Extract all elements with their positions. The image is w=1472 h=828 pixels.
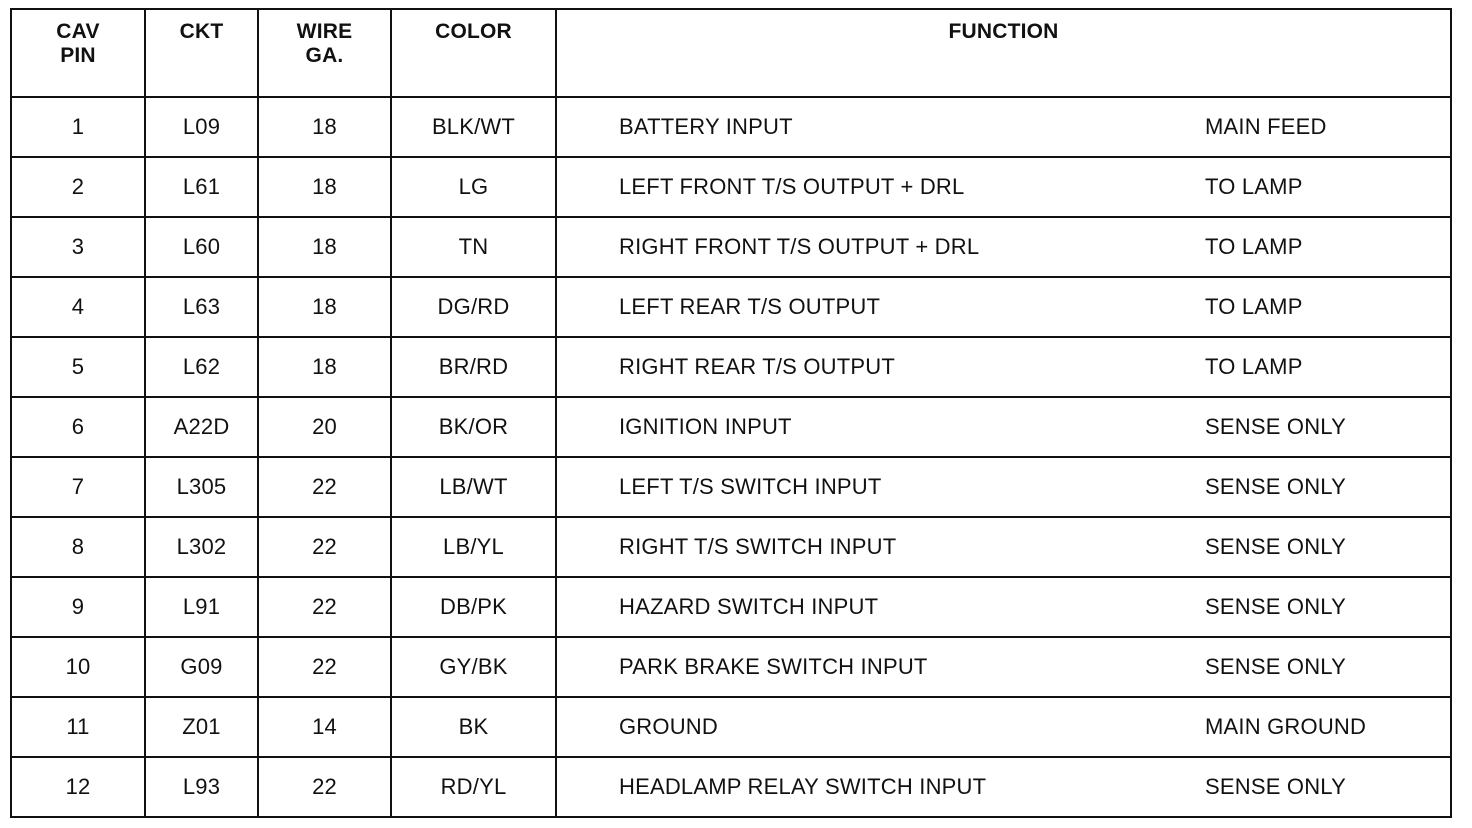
pin-value: 11 [66,714,90,739]
function-note: TO LAMP [1205,234,1303,259]
gauge-value: 20 [312,414,337,439]
cell-gauge [258,457,391,517]
function-wrap [557,338,1450,396]
cell-color [391,157,556,217]
ckt-value: L302 [176,534,227,559]
ckt-value: L305 [176,474,227,499]
cell-gauge [258,337,391,397]
function-description: IGNITION INPUT [619,414,792,439]
pin-rows [11,97,1451,817]
header-cav-pin-line-2: PIN [60,44,96,67]
table-row [11,517,1451,577]
ckt-value: L60 [182,234,221,259]
pin-value: 6 [71,414,85,439]
table-row [11,97,1451,157]
function-description: RIGHT T/S SWITCH INPUT [619,534,897,559]
cell-pin [11,757,145,817]
cell-function [556,757,1451,817]
cell-color [391,757,556,817]
function-note: TO LAMP [1205,354,1303,379]
cell-function [556,337,1451,397]
cell-ckt [145,697,258,757]
table-row [11,457,1451,517]
function-wrap [557,158,1450,216]
cell-color [391,337,556,397]
cell-pin [11,397,145,457]
gauge-value: 18 [312,174,337,199]
cell-pin [11,157,145,217]
pin-value: 5 [71,354,85,379]
color-value: LB/YL [443,534,504,559]
pin-value: 8 [71,534,85,559]
function-note: MAIN FEED [1205,114,1327,139]
cell-ckt [145,217,258,277]
function-description: RIGHT REAR T/S OUTPUT [619,354,895,379]
color-value: GY/BK [439,654,508,679]
function-description: HAZARD SWITCH INPUT [619,594,879,619]
gauge-value: 22 [312,534,337,559]
cell-gauge [258,637,391,697]
cell-gauge [258,157,391,217]
cell-ckt [145,757,258,817]
color-value: LB/WT [439,474,508,499]
pin-value: 2 [71,174,85,199]
cell-function [556,637,1451,697]
cell-function [556,217,1451,277]
gauge-value: 14 [312,714,337,739]
header-wire-ga [258,9,391,97]
cell-gauge [258,97,391,157]
gauge-value: 18 [312,114,337,139]
function-note: SENSE ONLY [1205,534,1346,559]
cell-ckt [145,397,258,457]
cell-pin [11,697,145,757]
cell-function [556,97,1451,157]
cell-pin [11,277,145,337]
cell-color [391,517,556,577]
header-row [11,9,1451,97]
function-note: SENSE ONLY [1205,414,1346,439]
connector-pinout-table [10,8,1452,818]
function-description: HEADLAMP RELAY SWITCH INPUT [619,774,987,799]
cell-ckt [145,637,258,697]
header-function-label: FUNCTION [948,20,1059,43]
function-description: LEFT FRONT T/S OUTPUT + DRL [619,174,965,199]
table-row [11,157,1451,217]
function-note: SENSE ONLY [1205,774,1346,799]
cell-color [391,397,556,457]
cell-gauge [258,577,391,637]
cell-color [391,277,556,337]
gauge-value: 22 [312,654,337,679]
table-row [11,217,1451,277]
gauge-value: 22 [312,594,337,619]
function-wrap [557,398,1450,456]
cell-gauge [258,217,391,277]
cell-gauge [258,517,391,577]
ckt-value: L91 [182,594,221,619]
table-row [11,697,1451,757]
function-wrap [557,518,1450,576]
cell-ckt [145,457,258,517]
cell-ckt [145,277,258,337]
function-description: LEFT REAR T/S OUTPUT [619,294,881,319]
cell-ckt [145,97,258,157]
cell-color [391,697,556,757]
ckt-value: A22D [173,414,230,439]
cell-gauge [258,757,391,817]
function-note: SENSE ONLY [1205,654,1346,679]
function-wrap [557,638,1450,696]
color-value: LG [458,174,489,199]
function-description: BATTERY INPUT [619,114,793,139]
cell-ckt [145,577,258,637]
pin-value: 3 [71,234,85,259]
gauge-value: 22 [312,774,337,799]
cell-ckt [145,157,258,217]
ckt-value: L62 [182,354,221,379]
header-color [391,9,556,97]
pin-value: 1 [71,114,85,139]
ckt-value: Z01 [182,714,221,739]
color-value: RD/YL [440,774,507,799]
table-row [11,337,1451,397]
pin-value: 12 [65,774,91,799]
cell-function [556,397,1451,457]
header-wire-ga-line-2: GA. [305,44,344,67]
function-wrap [557,98,1450,156]
table-row [11,277,1451,337]
function-note: TO LAMP [1205,294,1303,319]
table-row [11,397,1451,457]
gauge-value: 18 [312,294,337,319]
pin-value: 4 [71,294,85,319]
cell-function [556,697,1451,757]
pin-value: 9 [71,594,85,619]
cell-ckt [145,517,258,577]
cell-function [556,517,1451,577]
function-wrap [557,278,1450,336]
header-wire-ga-line-1: WIRE [296,20,353,43]
cell-color [391,577,556,637]
cell-pin [11,217,145,277]
function-note: TO LAMP [1205,174,1303,199]
function-wrap [557,458,1450,516]
cell-pin [11,637,145,697]
pin-value: 10 [65,654,91,679]
function-wrap [557,218,1450,276]
ckt-value: L61 [182,174,221,199]
header-ckt [145,9,258,97]
table-row [11,757,1451,817]
table-row [11,577,1451,637]
function-note: MAIN GROUND [1205,714,1367,739]
cell-gauge [258,697,391,757]
gauge-value: 18 [312,354,337,379]
color-value: BLK/WT [431,114,516,139]
color-value: BK [458,714,489,739]
cell-color [391,457,556,517]
cell-pin [11,457,145,517]
function-description: GROUND [619,714,718,739]
function-wrap [557,698,1450,756]
function-wrap [557,578,1450,636]
cell-gauge [258,277,391,337]
ckt-value: L93 [182,774,221,799]
cell-function [556,157,1451,217]
cell-function [556,277,1451,337]
cell-color [391,97,556,157]
pin-value: 7 [71,474,85,499]
cell-function [556,457,1451,517]
ckt-value: G09 [180,654,223,679]
color-value: BR/RD [438,354,509,379]
function-description: RIGHT FRONT T/S OUTPUT + DRL [619,234,980,259]
color-value: DG/RD [437,294,510,319]
cell-ckt [145,337,258,397]
header-cav-pin-line-1: CAV [56,20,100,43]
gauge-value: 22 [312,474,337,499]
color-value: TN [458,234,489,259]
table-row [11,637,1451,697]
header-ckt-label: CKT [179,20,224,43]
cell-pin [11,577,145,637]
function-description: LEFT T/S SWITCH INPUT [619,474,882,499]
cell-pin [11,337,145,397]
gauge-value: 18 [312,234,337,259]
function-wrap [557,758,1450,816]
ckt-value: L09 [182,114,221,139]
ckt-value: L63 [182,294,221,319]
cell-color [391,637,556,697]
header-color-label: COLOR [435,20,512,43]
cell-pin [11,517,145,577]
header-function [556,9,1451,97]
cell-color [391,217,556,277]
function-note: SENSE ONLY [1205,474,1346,499]
cell-function [556,577,1451,637]
function-description: PARK BRAKE SWITCH INPUT [619,654,928,679]
color-value: DB/PK [439,594,508,619]
header-cav-pin [11,9,145,97]
cell-pin [11,97,145,157]
color-value: BK/OR [438,414,509,439]
cell-gauge [258,397,391,457]
function-note: SENSE ONLY [1205,594,1346,619]
